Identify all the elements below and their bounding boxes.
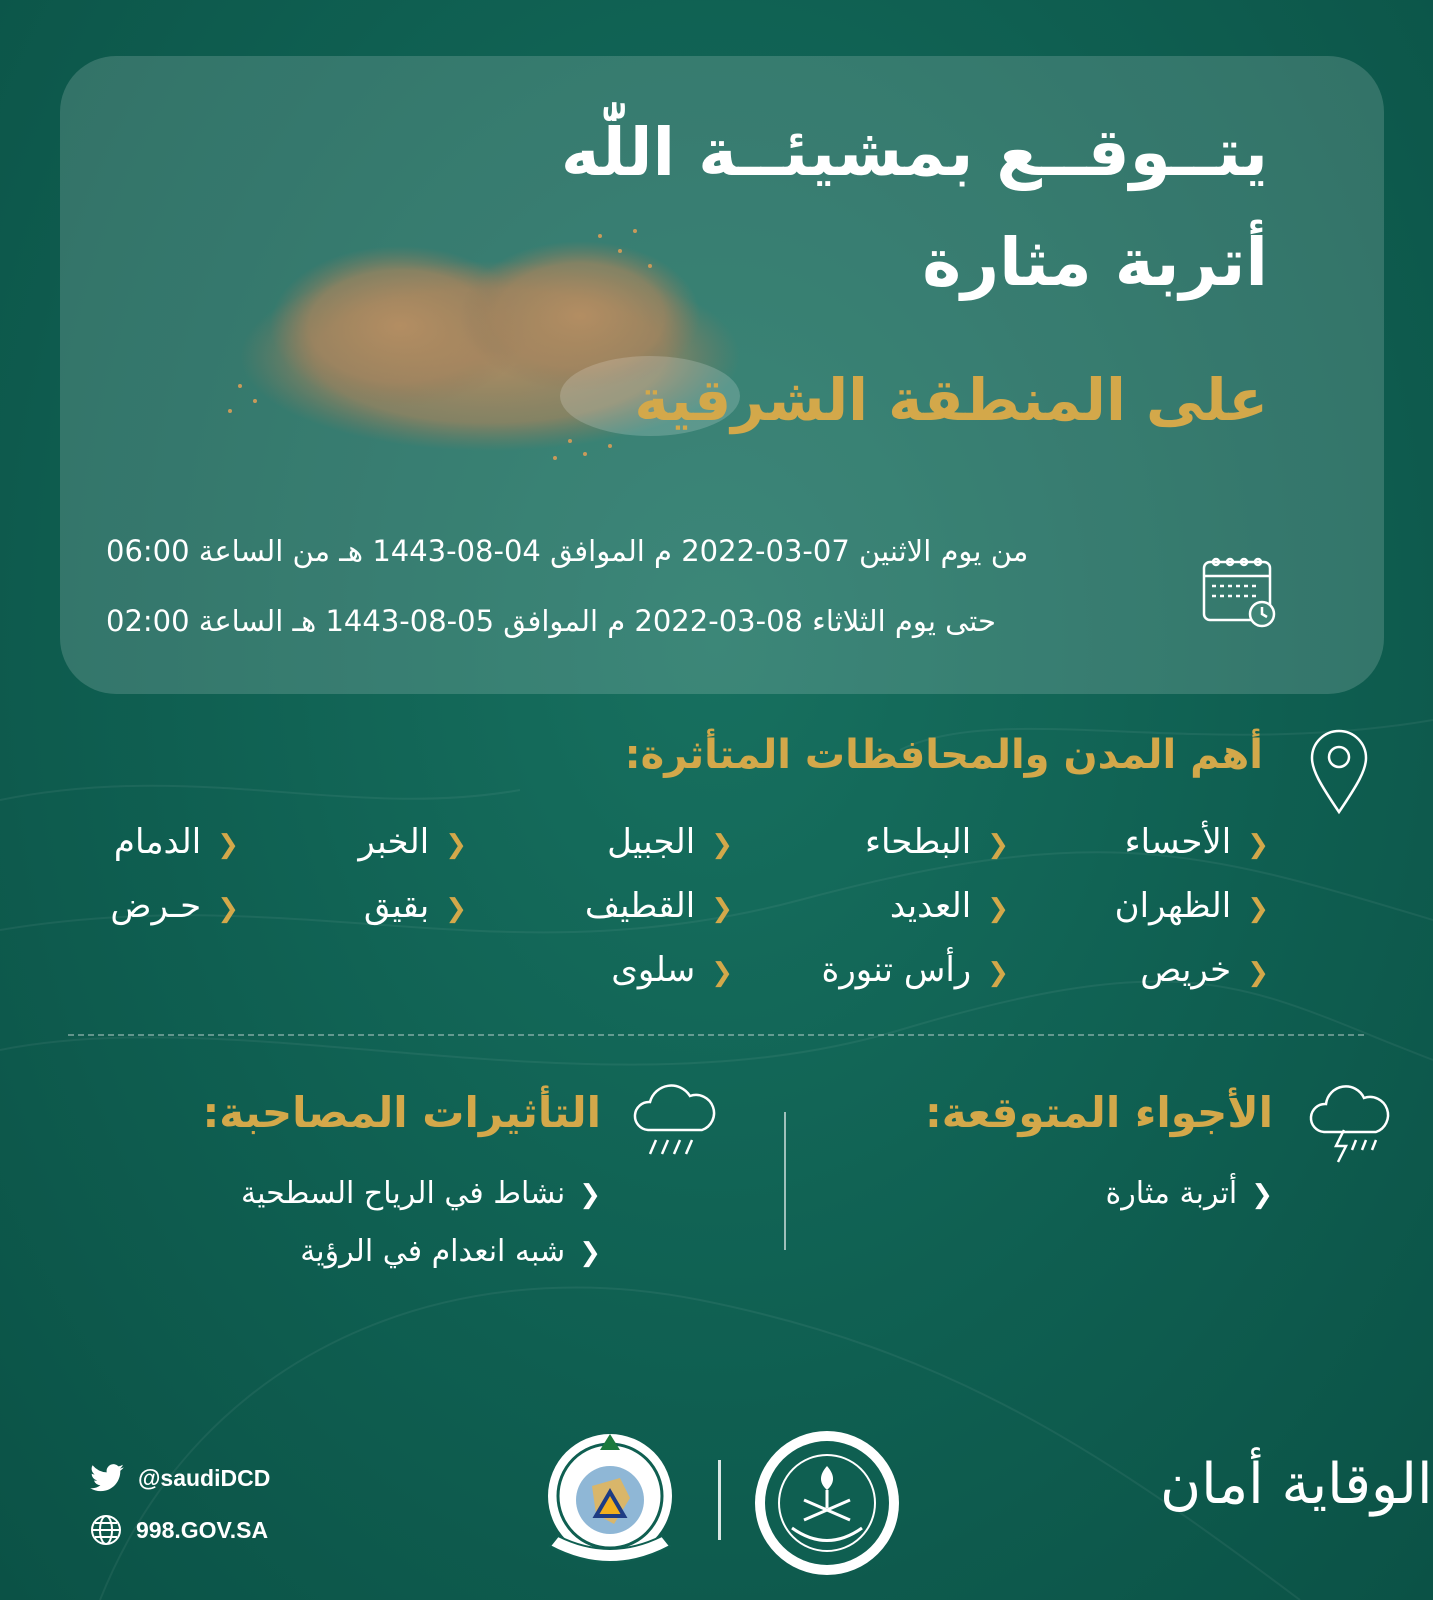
civil-defense-logo: [530, 1428, 690, 1578]
chevron-icon: ❮: [987, 830, 1009, 860]
city-item: ❮القطيف: [584, 886, 733, 926]
city-item: ❮خريص: [1140, 950, 1269, 990]
city-item: ❮الأحساء: [1124, 822, 1269, 862]
ministry-interior-logo: [752, 1428, 902, 1578]
chevron-icon: ❮: [1247, 830, 1269, 860]
chevron-icon: ❮: [217, 830, 239, 860]
chevron-icon: ❮: [987, 894, 1009, 924]
dust-cloud-icon: [180, 196, 780, 496]
twitter-handle: @saudiDCD: [138, 1464, 271, 1491]
globe-icon: [90, 1514, 122, 1546]
rain-cloud-icon: [630, 1080, 720, 1166]
city-item: ❮الخبر: [358, 822, 467, 862]
chevron-icon: ❮: [1247, 958, 1269, 988]
city-item: ❮الدمام: [113, 822, 239, 862]
city-item: ❮رأس تنورة: [821, 950, 1009, 990]
forecast-card: [60, 56, 1384, 694]
chevron-icon: ❮: [711, 894, 733, 924]
period-from: من يوم الاثنين 07-03-2022 م الموافق 04-08-1443 هـ من الساعة 06:00: [106, 534, 1029, 568]
logo-divider: [718, 1460, 721, 1540]
period-to: حتى يوم الثلاثاء 08-03-2022 م الموافق 05-08-1443 هـ الساعة 02:00: [106, 604, 996, 638]
location-pin-icon: [1308, 728, 1370, 816]
chevron-icon: ❮: [579, 1180, 601, 1210]
section-divider: [68, 1034, 1364, 1036]
chevron-icon: ❮: [987, 958, 1009, 988]
region-title: على المنطقة الشرقية: [634, 366, 1268, 434]
website-url: 998.GOV.SA: [136, 1516, 269, 1543]
chevron-icon: ❮: [217, 894, 239, 924]
chevron-icon: ❮: [711, 830, 733, 860]
cities-title: أهم المدن والمحافظات المتأثرة:: [624, 732, 1263, 778]
headline-line1: يتــوقــع بمشيئــة اللّٰه: [560, 114, 1268, 191]
slogan: الوقاية أمان: [1160, 1452, 1433, 1517]
city-item: ❮حـرض: [110, 886, 239, 926]
effects-item: ❮شبه انعدام في الرؤية: [300, 1234, 601, 1269]
column-divider: [784, 1112, 786, 1250]
city-item: ❮الظهران: [1114, 886, 1269, 926]
weather-title: الأجواء المتوقعة:: [924, 1088, 1273, 1137]
twitter-icon: [90, 1464, 124, 1492]
chevron-icon: ❮: [1251, 1180, 1273, 1210]
city-item: ❮البطحاء: [864, 822, 1009, 862]
thunder-cloud-icon: [1306, 1080, 1392, 1164]
weather-item: ❮أتربة مثارة: [1105, 1176, 1273, 1211]
chevron-icon: ❮: [711, 958, 733, 988]
chevron-icon: ❮: [579, 1238, 601, 1268]
city-item: ❮بقيق: [363, 886, 467, 926]
city-item: ❮العديد: [889, 886, 1009, 926]
city-item: ❮الجبيل: [607, 822, 733, 862]
effects-item: ❮نشاط في الرياح السطحية: [241, 1176, 601, 1211]
city-item: ❮سلوى: [611, 950, 733, 990]
chevron-icon: ❮: [445, 894, 467, 924]
chevron-icon: ❮: [445, 830, 467, 860]
chevron-icon: ❮: [1247, 894, 1269, 924]
website-link[interactable]: [90, 1514, 268, 1546]
headline-line2: أتربة مثارة: [922, 224, 1268, 301]
calendar-clock-icon: [1200, 554, 1284, 638]
effects-title: التأثيرات المصاحبة:: [202, 1088, 601, 1137]
twitter-link[interactable]: [90, 1464, 270, 1492]
